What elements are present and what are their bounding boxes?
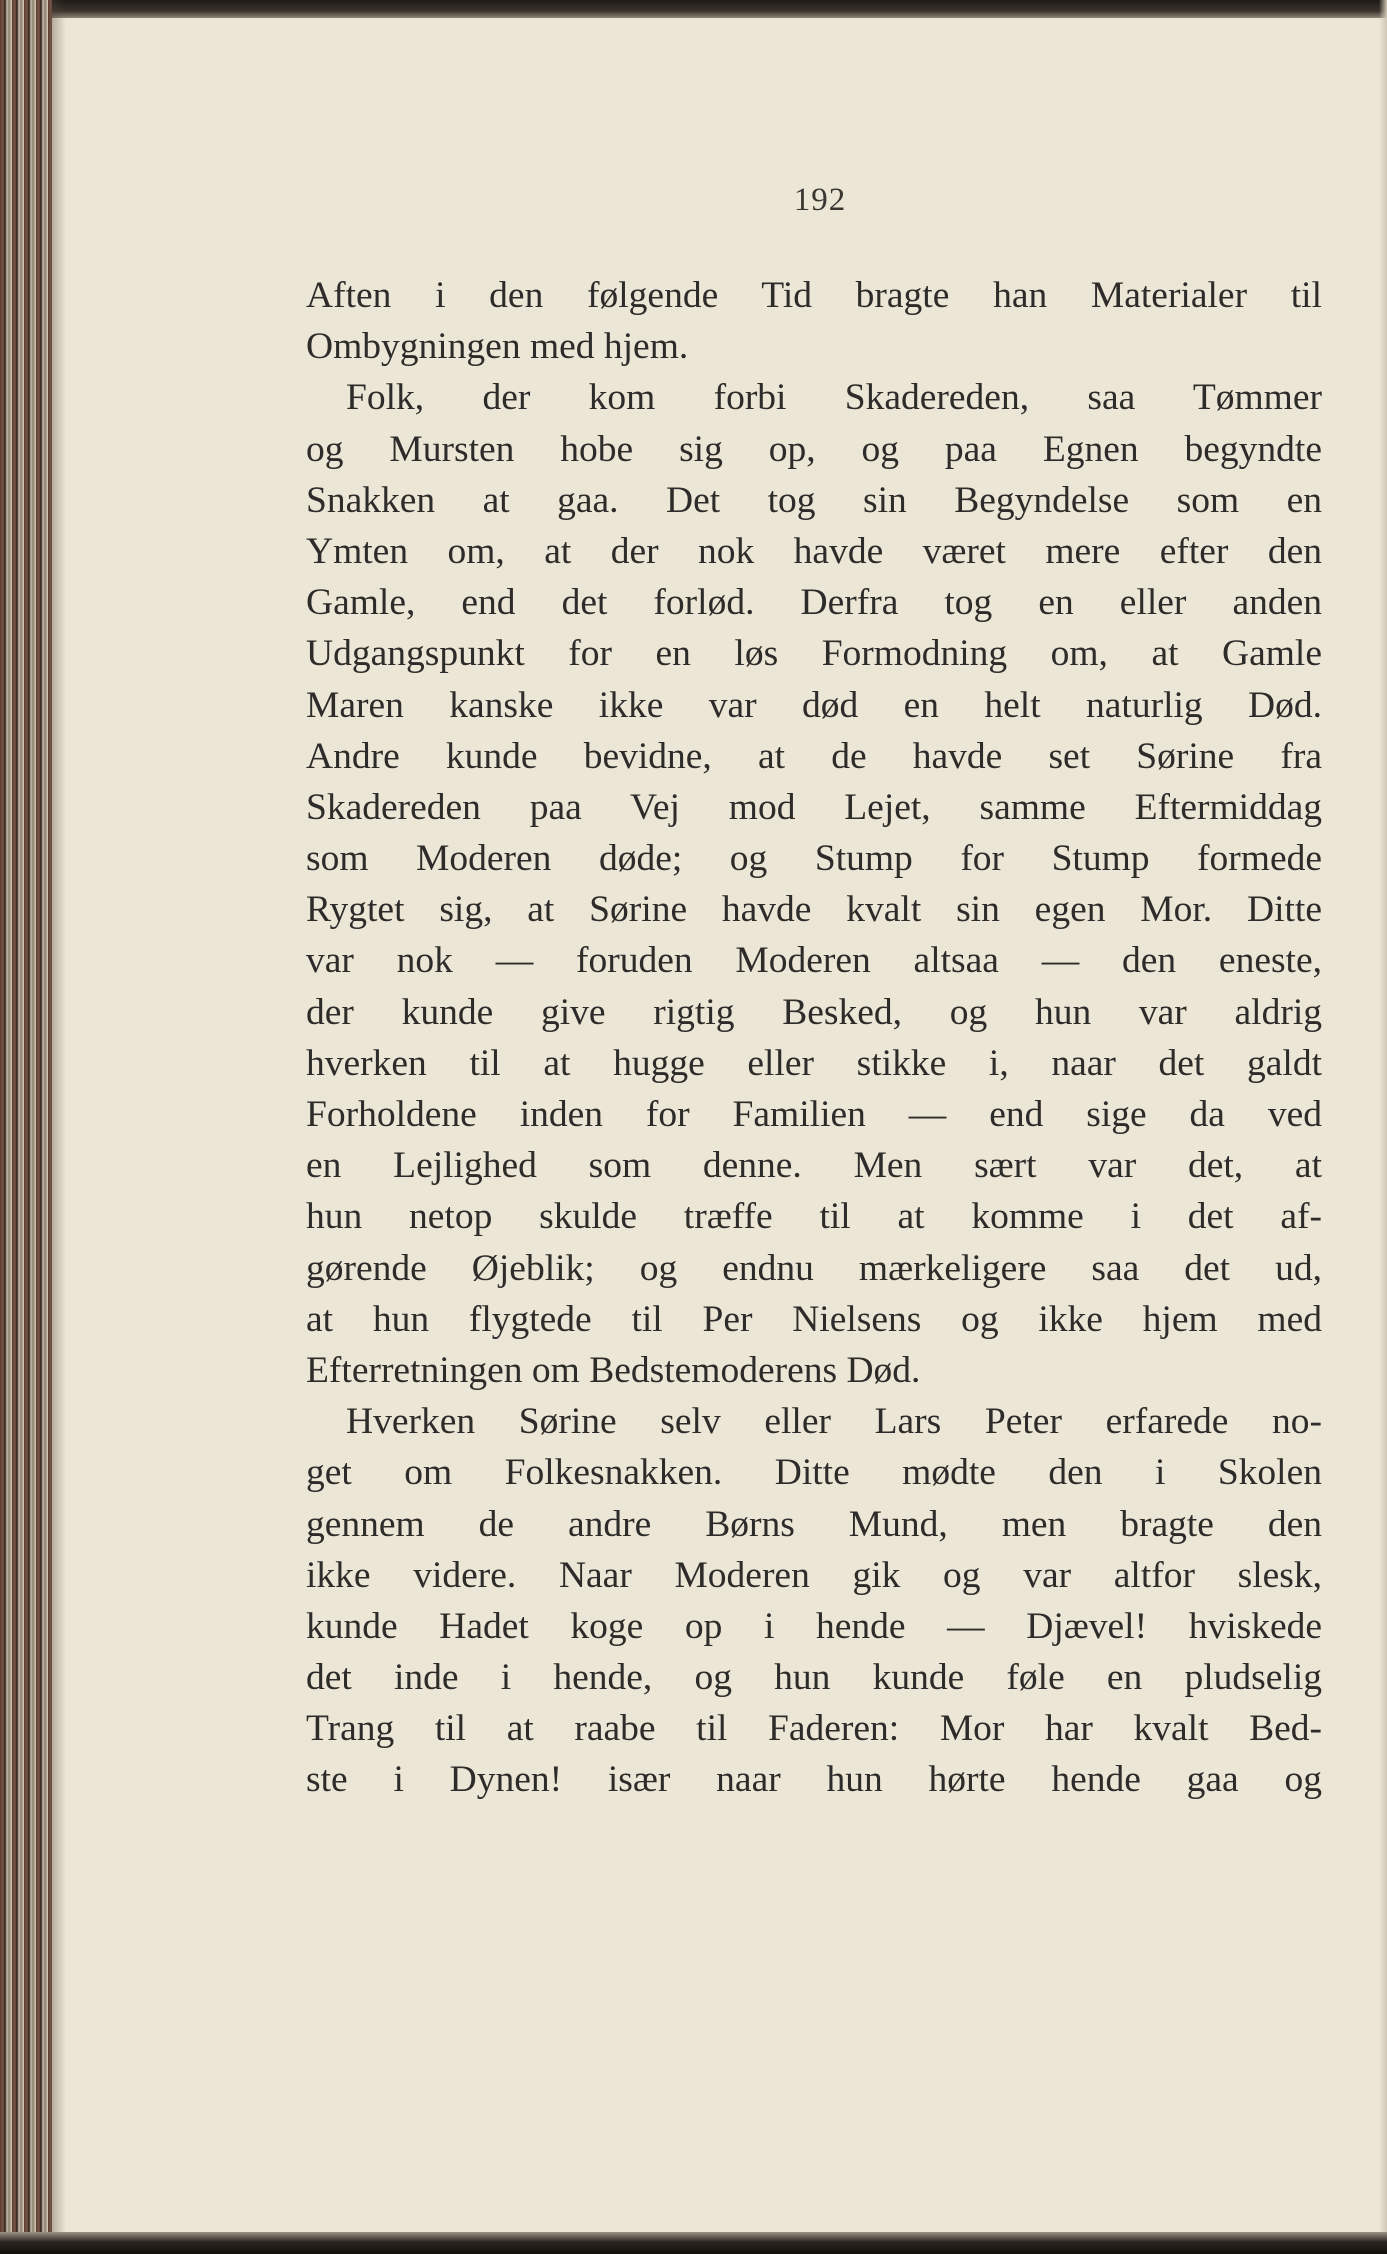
text-line: Folk, der kom forbi Skadereden, saa Tømmer [346,377,1322,419]
text-line: og Mursten hobe sig op, og paa Egnen begyndte [306,428,1322,470]
text-line: Maren kanske ikke var død en helt naturlig Død. [306,684,1322,726]
page-number: 192 [793,182,847,218]
text-line: Forholdene inden for Familien — end sige da ved [306,1094,1322,1135]
text-line: ikke videre. Naar Moderen gik og var altfor slesk, [306,1554,1322,1596]
text-line: en Lejlighed som denne. Men sært var det, at [306,1145,1322,1187]
text-line: Trang til at raabe til Faderen: Mor har kvalt Bed- [306,1708,1322,1750]
text-line: Aften i den følgende Tid bragte han Materialer til [306,275,1322,316]
text-line: ste i Dynen! især naar hun hørte hende gaa og [306,1759,1322,1801]
text-line: Hverken Sørine selv eller Lars Peter erfarede no- [346,1401,1322,1443]
text-line: Ymten om, at der nok havde været mere efter den [306,530,1322,572]
scan-top-edge [0,0,1387,18]
text-line: gennem de andre Børns Mund, men bragte den [306,1503,1322,1545]
text-line: at hun flygtede til Per Nielsens og ikke hjem med [306,1298,1322,1340]
text-line: hun netop skulde træffe til at komme i det af- [306,1196,1322,1238]
text-line: hverken til at hugge eller stikke i, naar det galdt [306,1042,1322,1084]
page-right-edge [1379,0,1387,2254]
text-line: Snakken at gaa. Det tog sin Begyndelse som en [306,479,1322,521]
text-line: Gamle, end det forlød. Derfra tog en eller anden [306,582,1322,624]
text-line: som Moderen døde; og Stump for Stump formede [306,838,1322,880]
text-line: Skadereden paa Vej mod Lejet, samme Eftermiddag [306,786,1322,828]
text-line: Efterretningen om Bedstemoderens Død. [306,1349,921,1391]
text-line: Andre kunde bevidne, at de havde set Sørine fra [306,735,1322,777]
text-line: gørende Øjeblik; og endnu mærkeligere saa det ud, [306,1247,1322,1289]
book-binding-edge [0,0,52,2254]
text-line: Ombygningen med hjem. [306,326,689,368]
text-line: Rygtet sig, at Sørine havde kvalt sin egen Mor. Ditte [306,889,1322,931]
text-line: var nok — foruden Moderen altsaa — den eneste, [306,940,1322,982]
text-line: kunde Hadet koge op i hende — Djævel! hviskede [306,1605,1322,1647]
scan-bottom-edge [0,2232,1387,2254]
text-line: det inde i hende, og hun kunde føle en pludselig [306,1657,1322,1699]
body-text [306,270,1322,1806]
text-line: Udgangspunkt for en løs Formodning om, at Gamle [306,633,1322,675]
text-line: get om Folkesnakken. Ditte mødte den i Skolen [306,1452,1322,1494]
text-line: der kunde give rigtig Besked, og hun var aldrig [306,991,1322,1033]
